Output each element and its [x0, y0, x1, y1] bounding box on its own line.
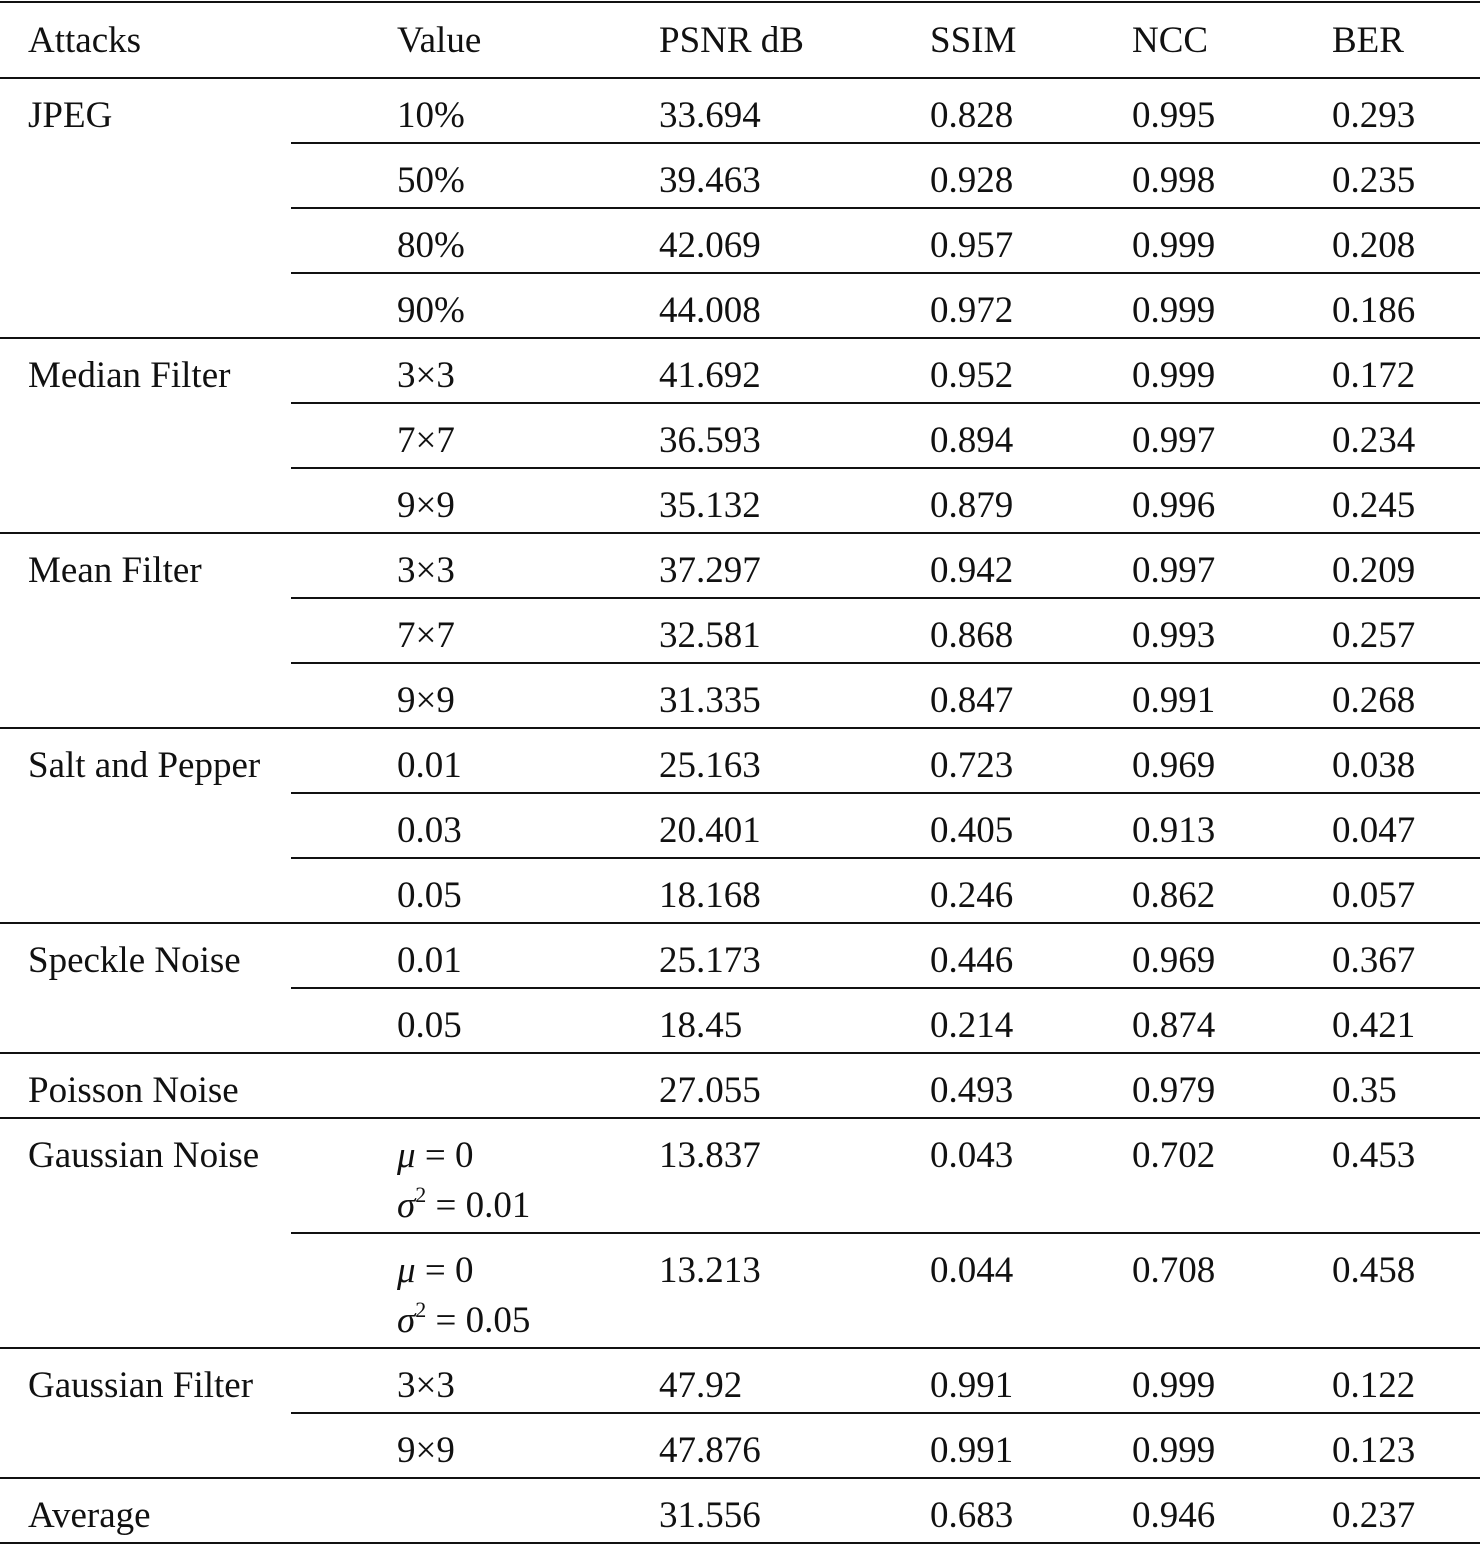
- header-ncc: NCC: [1132, 20, 1209, 61]
- psnr-cell: 31.335: [659, 680, 761, 721]
- value-cell: 50%: [397, 160, 465, 201]
- attack-name: Mean Filter: [28, 550, 202, 591]
- psnr-cell: 44.008: [659, 290, 761, 331]
- ber-cell: 0.35: [1332, 1070, 1397, 1111]
- value-cell: 3×3: [397, 355, 455, 396]
- psnr-cell: 39.463: [659, 160, 761, 201]
- ber-cell: 0.237: [1332, 1495, 1416, 1536]
- value-cell: μ = 0 $\sigma^2 = 0.01$: [397, 1135, 531, 1226]
- row-rule: [291, 857, 1480, 859]
- ncc-cell: 0.999: [1132, 225, 1216, 266]
- ssim-cell: 0.991: [930, 1365, 1014, 1406]
- ncc-cell: 0.874: [1132, 1005, 1216, 1046]
- ssim-cell: 0.952: [930, 355, 1014, 396]
- ncc-cell: 0.862: [1132, 875, 1216, 916]
- ncc-cell: 0.999: [1132, 355, 1216, 396]
- value-cell: μ = 0 $\sigma^2 = 0.05$: [397, 1250, 531, 1341]
- attack-name: Salt and Pepper: [28, 745, 261, 786]
- ber-cell: 0.268: [1332, 680, 1416, 721]
- psnr-cell: 47.876: [659, 1430, 761, 1471]
- ssim-cell: 0.446: [930, 940, 1014, 981]
- value-cell: 7×7: [397, 615, 455, 656]
- ncc-cell: 0.913: [1132, 810, 1216, 851]
- psnr-cell: 25.163: [659, 745, 761, 786]
- group-rule: [0, 727, 1480, 729]
- psnr-cell: 25.173: [659, 940, 761, 981]
- table-top-rule: [0, 1, 1480, 3]
- psnr-cell: 13.837: [659, 1135, 761, 1176]
- attack-name: Average: [28, 1495, 151, 1536]
- psnr-cell: 18.168: [659, 875, 761, 916]
- value-cell: 0.01: [397, 745, 462, 786]
- attack-name: Poisson Noise: [28, 1070, 239, 1111]
- header-rule: [0, 77, 1480, 79]
- row-rule: [291, 1412, 1480, 1414]
- value-cell: 90%: [397, 290, 465, 331]
- group-rule: [0, 337, 1480, 339]
- value-cell: 0.03: [397, 810, 462, 851]
- ssim-cell: 0.928: [930, 160, 1014, 201]
- group-rule: [0, 1477, 1480, 1479]
- value-cell: 0.05: [397, 875, 462, 916]
- value-cell: 10%: [397, 95, 465, 136]
- group-rule: [0, 1052, 1480, 1054]
- ber-cell: 0.209: [1332, 550, 1416, 591]
- ncc-cell: 0.969: [1132, 940, 1216, 981]
- value-cell: 0.01: [397, 940, 462, 981]
- psnr-cell: 13.213: [659, 1250, 761, 1291]
- psnr-cell: 47.92: [659, 1365, 743, 1406]
- header-attacks: Attacks: [28, 20, 142, 61]
- attack-name: Speckle Noise: [28, 940, 241, 981]
- ncc-cell: 0.997: [1132, 420, 1216, 461]
- attack-name: Gaussian Noise: [28, 1135, 260, 1176]
- ber-cell: 0.038: [1332, 745, 1416, 786]
- psnr-cell: 18.45: [659, 1005, 743, 1046]
- ber-cell: 0.293: [1332, 95, 1416, 136]
- ber-cell: 0.123: [1332, 1430, 1416, 1471]
- psnr-cell: 32.581: [659, 615, 761, 656]
- ber-cell: 0.453: [1332, 1135, 1416, 1176]
- row-rule: [291, 467, 1480, 469]
- value-cell: 7×7: [397, 420, 455, 461]
- ncc-cell: 0.996: [1132, 485, 1216, 526]
- ncc-cell: 0.999: [1132, 290, 1216, 331]
- row-rule: [291, 207, 1480, 209]
- ssim-cell: 0.214: [930, 1005, 1014, 1046]
- psnr-cell: 33.694: [659, 95, 761, 136]
- psnr-cell: 31.556: [659, 1495, 761, 1536]
- ncc-cell: 0.702: [1132, 1135, 1216, 1176]
- value-cell: 80%: [397, 225, 465, 266]
- group-rule: [0, 1347, 1480, 1349]
- value-cell: 9×9: [397, 485, 455, 526]
- ssim-cell: 0.991: [930, 1430, 1014, 1471]
- ssim-cell: 0.894: [930, 420, 1014, 461]
- value-cell: 3×3: [397, 550, 455, 591]
- ssim-cell: 0.942: [930, 550, 1014, 591]
- psnr-cell: 36.593: [659, 420, 761, 461]
- ncc-cell: 0.969: [1132, 745, 1216, 786]
- header-ssim: SSIM: [930, 20, 1017, 61]
- ber-cell: 0.367: [1332, 940, 1416, 981]
- ssim-cell: 0.879: [930, 485, 1014, 526]
- ber-cell: 0.186: [1332, 290, 1416, 331]
- psnr-cell: 41.692: [659, 355, 761, 396]
- ncc-cell: 0.999: [1132, 1430, 1216, 1471]
- ber-cell: 0.234: [1332, 420, 1416, 461]
- row-rule: [291, 662, 1480, 664]
- ncc-cell: 0.993: [1132, 615, 1216, 656]
- value-cell: 9×9: [397, 680, 455, 721]
- ssim-cell: 0.493: [930, 1070, 1014, 1111]
- ber-cell: 0.245: [1332, 485, 1416, 526]
- psnr-cell: 27.055: [659, 1070, 761, 1111]
- ssim-cell: 0.405: [930, 810, 1014, 851]
- ssim-cell: 0.972: [930, 290, 1014, 331]
- value-cell: 3×3: [397, 1365, 455, 1406]
- attack-name: Gaussian Filter: [28, 1365, 254, 1406]
- value-cell: 9×9: [397, 1430, 455, 1471]
- ssim-cell: 0.723: [930, 745, 1014, 786]
- ber-cell: 0.047: [1332, 810, 1416, 851]
- ber-cell: 0.172: [1332, 355, 1416, 396]
- ber-cell: 0.208: [1332, 225, 1416, 266]
- header-psnr: PSNR dB: [659, 20, 804, 61]
- ncc-cell: 0.995: [1132, 95, 1216, 136]
- attack-name: JPEG: [28, 95, 113, 136]
- psnr-cell: 42.069: [659, 225, 761, 266]
- ber-cell: 0.122: [1332, 1365, 1416, 1406]
- group-rule: [0, 532, 1480, 534]
- row-rule: [291, 142, 1480, 144]
- ber-cell: 0.235: [1332, 160, 1416, 201]
- header-ber: BER: [1332, 20, 1404, 61]
- ncc-cell: 0.946: [1132, 1495, 1216, 1536]
- ssim-cell: 0.683: [930, 1495, 1014, 1536]
- ncc-cell: 0.997: [1132, 550, 1216, 591]
- row-rule: [291, 272, 1480, 274]
- ssim-cell: 0.847: [930, 680, 1014, 721]
- psnr-cell: 37.297: [659, 550, 761, 591]
- ssim-cell: 0.246: [930, 875, 1014, 916]
- table-bottom-rule: [0, 1542, 1480, 1544]
- ncc-cell: 0.998: [1132, 160, 1216, 201]
- row-rule: [291, 597, 1480, 599]
- value-cell: 0.05: [397, 1005, 462, 1046]
- ncc-cell: 0.991: [1132, 680, 1216, 721]
- ssim-cell: 0.044: [930, 1250, 1014, 1291]
- ber-cell: 0.257: [1332, 615, 1416, 656]
- ssim-cell: 0.868: [930, 615, 1014, 656]
- ncc-cell: 0.999: [1132, 1365, 1216, 1406]
- header-value: Value: [397, 20, 482, 61]
- ber-cell: 0.458: [1332, 1250, 1416, 1291]
- ssim-cell: 0.043: [930, 1135, 1014, 1176]
- row-rule: [291, 1232, 1480, 1234]
- row-rule: [291, 987, 1480, 989]
- psnr-cell: 35.132: [659, 485, 761, 526]
- ssim-cell: 0.828: [930, 95, 1014, 136]
- ber-cell: 0.421: [1332, 1005, 1416, 1046]
- group-rule: [0, 922, 1480, 924]
- psnr-cell: 20.401: [659, 810, 761, 851]
- group-rule: [0, 1117, 1480, 1119]
- ber-cell: 0.057: [1332, 875, 1416, 916]
- row-rule: [291, 792, 1480, 794]
- attack-name: Median Filter: [28, 355, 231, 396]
- ncc-cell: 0.708: [1132, 1250, 1216, 1291]
- row-rule: [291, 402, 1480, 404]
- ncc-cell: 0.979: [1132, 1070, 1216, 1111]
- ssim-cell: 0.957: [930, 225, 1014, 266]
